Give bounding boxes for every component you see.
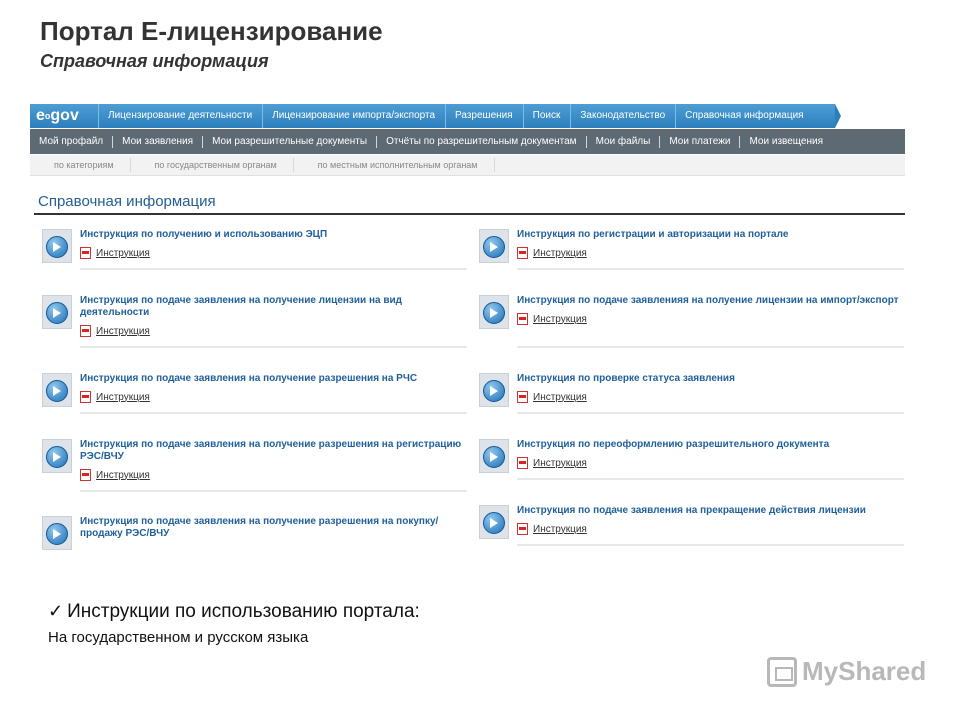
nav-my-permit-documents[interactable]: Мои разрешительные документы <box>212 136 368 147</box>
instruction-title[interactable]: Инструкция по получению и использованию ЭЦП <box>80 229 328 240</box>
pdf-icon <box>80 391 91 403</box>
instruction-title[interactable]: Инструкция по подаче заявления на получение лицензии на вид деятельности <box>80 295 402 318</box>
egov-logo[interactable]: e o gov <box>36 107 79 124</box>
instruction-title[interactable]: Инструкция по подаче заявленияя на полуение лицензии на импорт/экспорт <box>517 295 899 306</box>
nav-reference-info[interactable]: Справочная информация <box>675 104 813 128</box>
category-subnav <box>30 155 905 176</box>
pdf-icon <box>517 391 528 403</box>
play-video-icon[interactable] <box>42 516 72 550</box>
instruction-link[interactable]: Инструкция <box>533 457 587 469</box>
pdf-icon <box>517 523 528 535</box>
subnav-by-state-bodies[interactable]: по государственным органам <box>131 158 294 172</box>
card-divider <box>517 478 904 480</box>
instruction-title[interactable]: Инструкция по подаче заявления на получение разрешения на РЧС <box>80 373 418 384</box>
section-title: Справочная информация <box>38 193 216 210</box>
nav-permissions[interactable]: Разрешения <box>445 104 523 128</box>
play-video-icon[interactable] <box>479 373 509 407</box>
instruction-link[interactable]: Инструкция <box>96 247 150 259</box>
nav-my-payments[interactable]: Мои платежи <box>669 136 731 147</box>
subnav-by-local-bodies[interactable]: по местным исполнительным органам <box>294 158 495 172</box>
nav-my-applications[interactable]: Мои заявления <box>122 136 194 147</box>
nav-licensing-activity[interactable]: Лицензирование деятельности <box>98 104 262 128</box>
watermark <box>767 656 926 687</box>
section-divider <box>34 213 905 215</box>
instruction-link[interactable]: Инструкция <box>533 391 587 403</box>
instruction-link[interactable]: Инструкция <box>96 325 150 337</box>
play-video-icon[interactable] <box>42 295 72 329</box>
play-video-icon[interactable] <box>479 505 509 539</box>
slide-title: Портал Е-лицензирование <box>40 16 383 46</box>
instruction-link[interactable]: Инструкция <box>96 469 150 481</box>
instruction-link[interactable]: Инструкция <box>533 247 587 259</box>
pdf-icon <box>80 247 91 259</box>
instruction-title[interactable]: Инструкция по проверке статуса заявления <box>517 373 735 384</box>
pdf-icon <box>517 247 528 259</box>
bullet-text: Инструкции по использованию портала: <box>67 601 420 622</box>
nav-arrow-end <box>835 104 841 128</box>
nav-legislation[interactable]: Законодательство <box>570 104 675 128</box>
nav-my-notices[interactable]: Мои извещения <box>749 136 823 147</box>
card-divider <box>517 268 904 270</box>
play-video-icon[interactable] <box>479 439 509 473</box>
note-text: На государственном и русском языка <box>48 629 309 646</box>
bullet-point <box>48 601 420 623</box>
pdf-icon <box>517 313 528 325</box>
pdf-icon <box>517 457 528 469</box>
card-divider <box>80 268 467 270</box>
card-divider <box>517 412 904 414</box>
card-divider <box>517 346 904 348</box>
nav-permit-reports[interactable]: Отчёты по разрешительным документам <box>386 136 577 147</box>
instruction-link[interactable]: Инструкция <box>533 313 587 325</box>
card-divider <box>80 490 467 492</box>
instruction-title[interactable]: Инструкция по регистрации и авторизации на портале <box>517 229 789 240</box>
user-navigation <box>30 129 905 154</box>
card-divider <box>80 346 467 348</box>
instruction-title[interactable]: Инструкция по переоформлению разрешительного документа <box>517 439 830 450</box>
card-divider <box>80 412 467 414</box>
play-video-icon[interactable] <box>479 295 509 329</box>
instruction-link[interactable]: Инструкция <box>533 523 587 535</box>
instruction-title[interactable]: Инструкция по подаче заявления на получение разрешения на регистрацию РЭС/ВЧУ <box>80 439 462 462</box>
top-navigation <box>30 104 835 128</box>
instruction-title[interactable]: Инструкция по подаче заявления на прекращение действия лицензии <box>517 505 866 516</box>
nav-licensing-import-export[interactable]: Лицензирование импорта/экспорта <box>262 104 445 128</box>
nav-search[interactable]: Поиск <box>523 104 571 128</box>
checkmark-icon: ✓ <box>48 601 64 621</box>
play-video-icon[interactable] <box>42 373 72 407</box>
nav-my-files[interactable]: Мои файлы <box>595 136 651 147</box>
instruction-link[interactable]: Инструкция <box>96 391 150 403</box>
instruction-title[interactable]: Инструкция по подаче заявления на получение разрешения на покупку/продажу РЭС/ВЧУ <box>80 516 439 539</box>
nav-my-profile[interactable]: Мой профайл <box>39 136 104 147</box>
play-video-icon[interactable] <box>479 229 509 263</box>
card-divider <box>517 544 904 546</box>
watermark-text: MyShared <box>802 656 927 686</box>
play-video-icon[interactable] <box>42 229 72 263</box>
slide-subtitle: Справочная информация <box>40 51 269 71</box>
presentation-icon <box>767 657 797 687</box>
subnav-by-category[interactable]: по категориям <box>30 158 131 172</box>
play-video-icon[interactable] <box>42 439 72 473</box>
pdf-icon <box>80 325 91 337</box>
pdf-icon <box>80 469 91 481</box>
